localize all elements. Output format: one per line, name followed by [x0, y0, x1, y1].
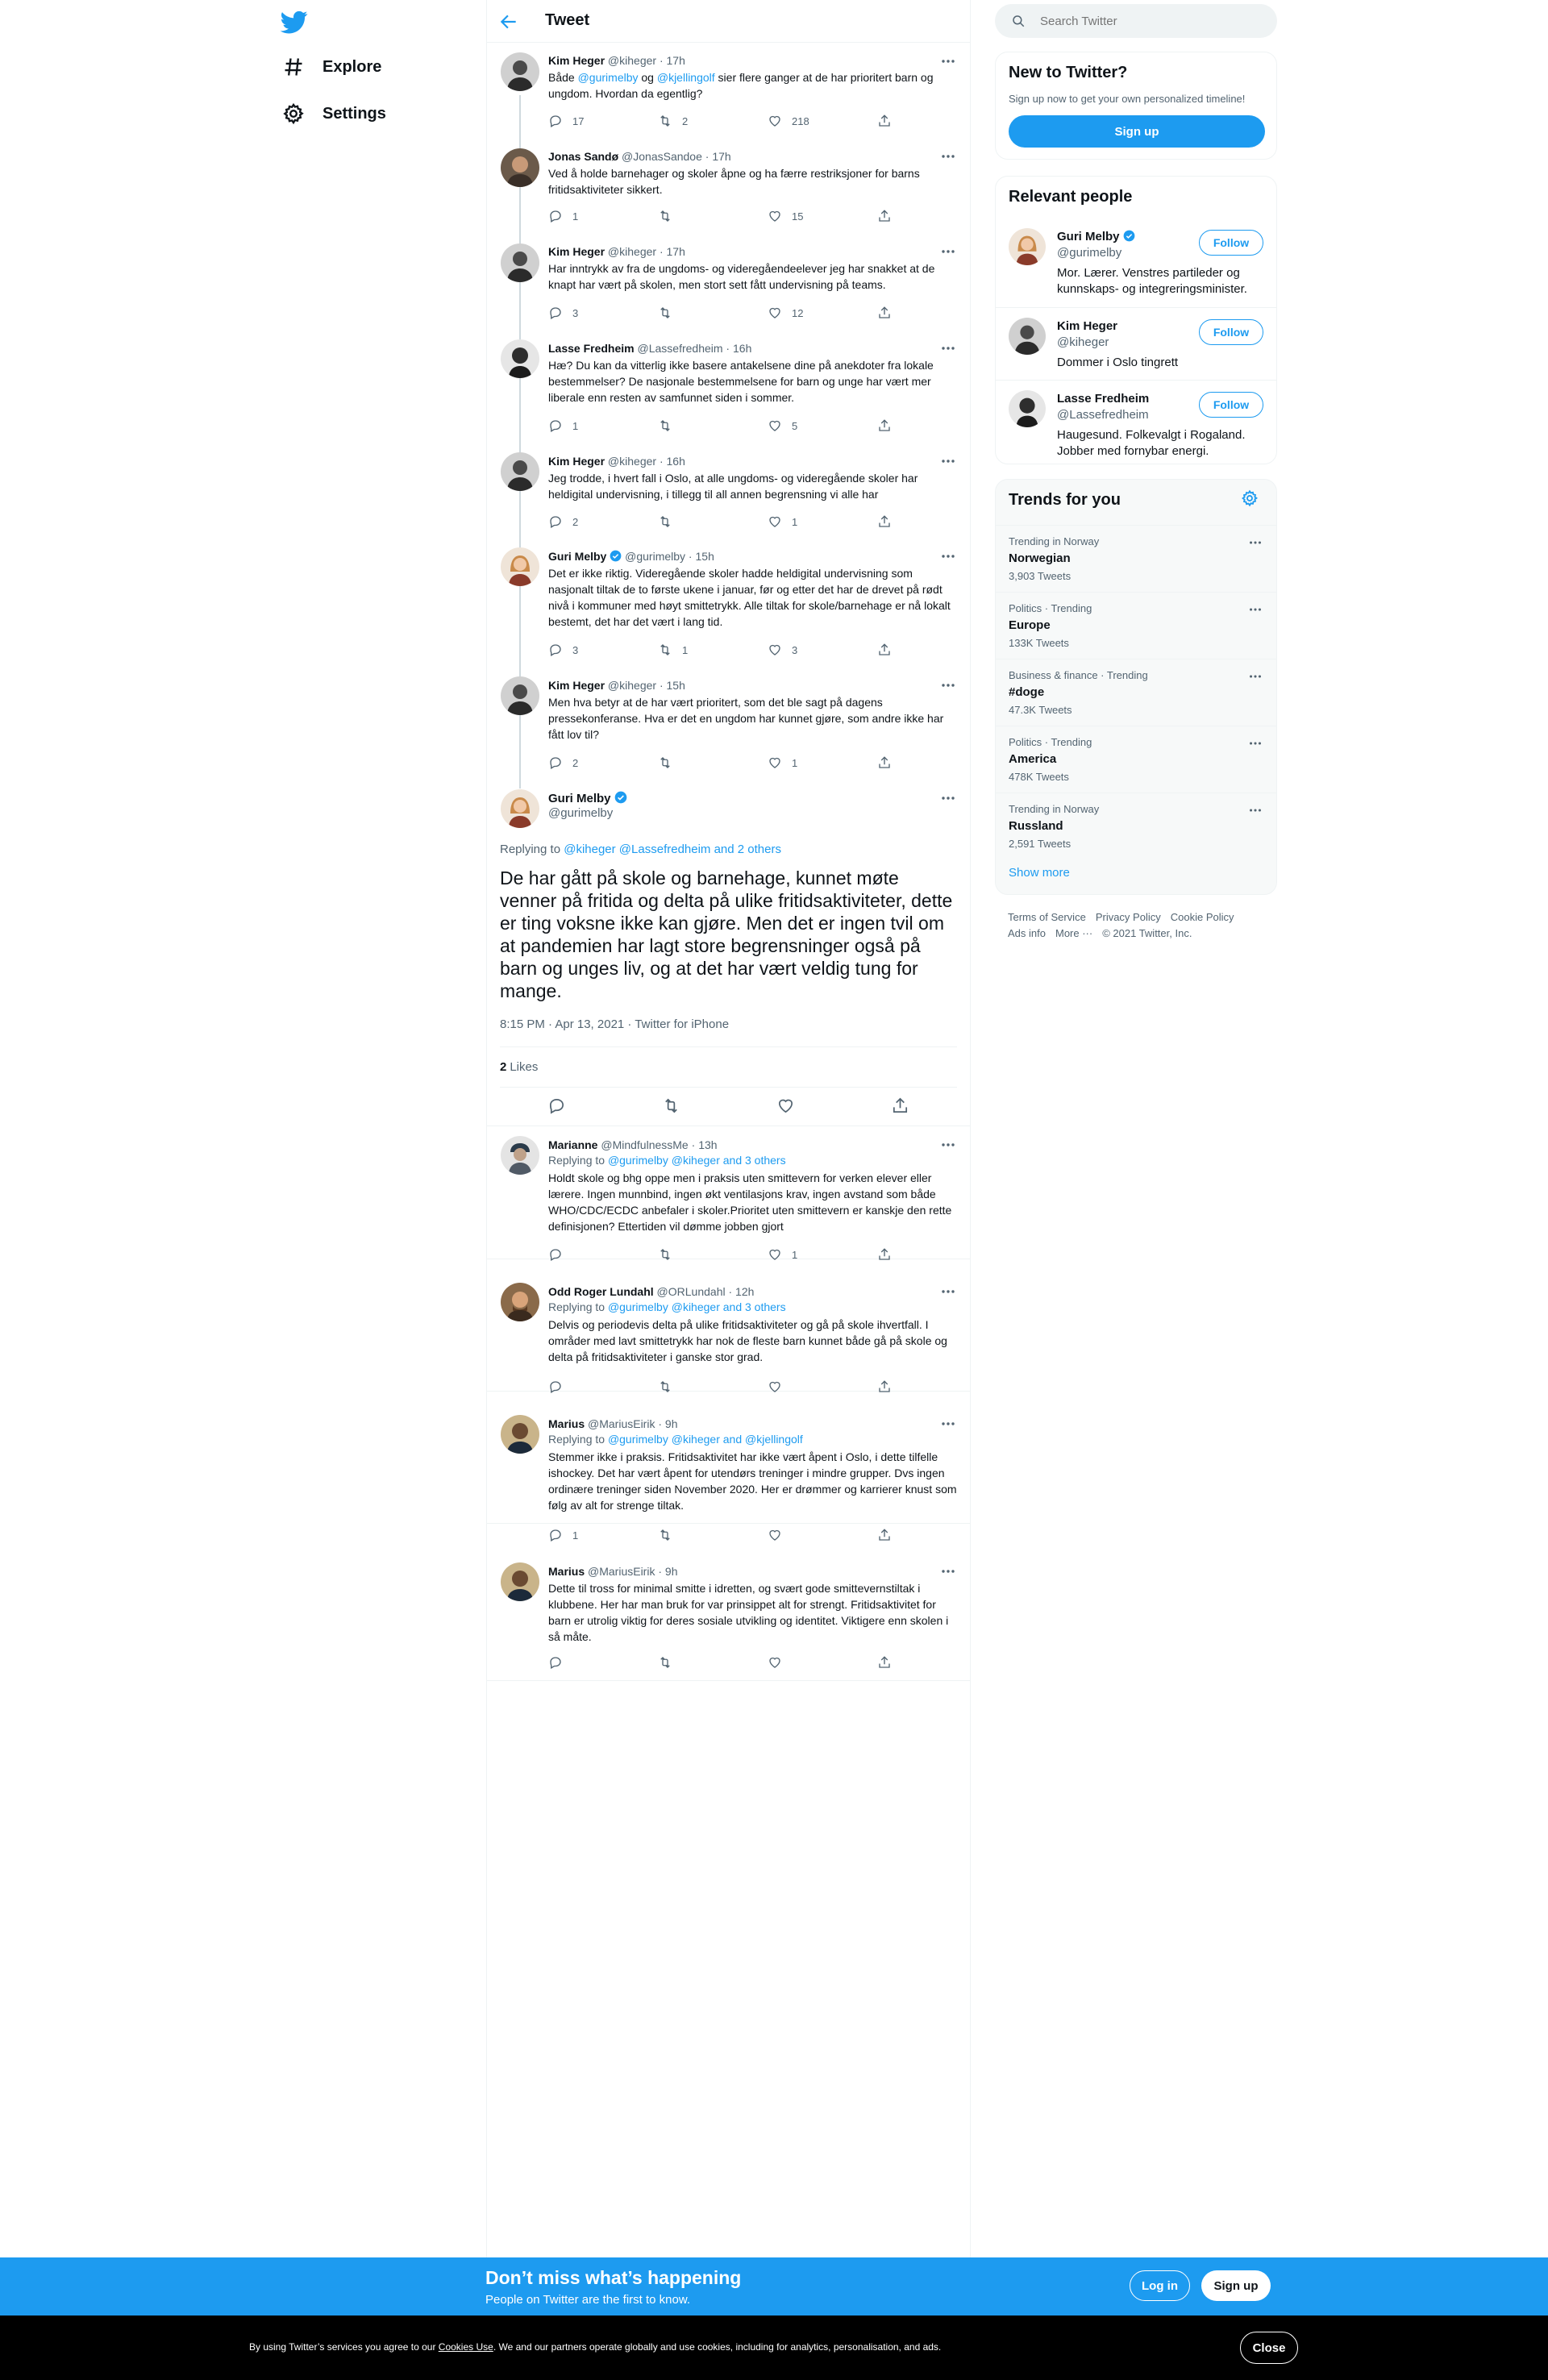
mention-link[interactable]: @gurimelby — [577, 71, 639, 84]
like-action[interactable] — [768, 514, 877, 529]
separator: · — [725, 1285, 736, 1298]
more-icon[interactable] — [1247, 736, 1263, 751]
mention-link[interactable]: @kjellingolf — [656, 71, 715, 84]
retweet-action[interactable] — [658, 306, 768, 320]
like-icon — [768, 755, 782, 770]
tweet-actions — [548, 114, 987, 128]
author-name[interactable]: Marianne — [548, 1138, 598, 1151]
login-button[interactable]: Log in — [1130, 2270, 1190, 2301]
trend-count: 2,591 Tweets — [1009, 838, 1072, 850]
verified-badge-icon — [614, 791, 627, 804]
tweet-text: Jeg trodde, i hvert fall i Oslo, at alle ungdoms- og videregående skoler har heldigital undervisning, i tillegg til all annen begrensning vi alle har — [548, 472, 918, 501]
retweet-count: 1 — [682, 643, 689, 656]
like-count: 5 — [792, 419, 798, 432]
verified-badge-icon — [610, 550, 622, 562]
signup-subtitle: Sign up now to get your own personalized timeline! — [1009, 93, 1246, 105]
like-count: 15 — [792, 210, 804, 223]
like-action[interactable] — [768, 1655, 877, 1670]
follow-button[interactable]: Follow — [1199, 319, 1263, 345]
replying-links[interactable]: @gurimelby @kiheger and @kjellingolf — [607, 1433, 803, 1446]
author-handle[interactable]: @kiheger — [607, 54, 657, 67]
retweet-action[interactable] — [658, 418, 768, 433]
replying-to — [500, 842, 781, 858]
like-icon — [768, 1655, 782, 1670]
trend-name: Norwegian — [1009, 551, 1071, 565]
relevant-people-panel — [995, 176, 1277, 464]
reply-icon — [548, 306, 563, 320]
retweet-icon — [658, 209, 672, 223]
trend-name: Europe — [1009, 618, 1051, 632]
person-card[interactable] — [996, 218, 1276, 308]
avatar[interactable] — [1009, 390, 1046, 427]
trend-count: 47.3K Tweets — [1009, 704, 1072, 716]
reply-icon — [548, 514, 563, 529]
separator: · — [685, 550, 696, 563]
reply-count: 17 — [572, 114, 585, 127]
author-name[interactable]: Kim Heger — [548, 245, 605, 258]
likes-count: 2 — [500, 1060, 507, 1074]
likes-label: Likes — [510, 1060, 539, 1074]
share-icon — [877, 1655, 892, 1670]
like-action[interactable] — [768, 755, 877, 770]
tweet-time[interactable]: 9h — [664, 1565, 678, 1578]
author-handle[interactable]: @kiheger — [607, 245, 657, 258]
avatar[interactable] — [501, 1136, 539, 1175]
share-icon — [877, 755, 892, 770]
reply-count: 3 — [572, 643, 579, 656]
reply-tweet[interactable] — [487, 1259, 970, 1392]
more-icon[interactable] — [1247, 669, 1263, 684]
avatar[interactable] — [501, 339, 539, 378]
verified-badge-icon — [1123, 230, 1135, 242]
reply-count: 3 — [572, 306, 579, 319]
reply-count: 1 — [572, 210, 579, 223]
main-column — [486, 0, 971, 2257]
tweet-text: Har inntrykk av fra de ungdoms- og videregåendeelever jeg har snakket at de knapt har vært på skolen, men stort sett fått undervisning på teams. — [548, 262, 935, 291]
text-part: sier flere ganger at de har prioritert barn og ungdom. Hvordan da egentlig? — [548, 71, 934, 100]
person-name[interactable] — [1057, 230, 1135, 243]
reply-tweet[interactable] — [487, 1540, 970, 1681]
like-count: 1 — [792, 1248, 798, 1261]
more-icon[interactable] — [939, 1284, 957, 1299]
avatar[interactable] — [501, 148, 539, 187]
share-action[interactable] — [877, 1655, 987, 1670]
retweet-icon — [658, 514, 672, 529]
tweet-text: Stemmer ikke i praksis. Fritidsaktivitet har ikke vært åpent i Oslo, i dette tilfelle ishockey. Det har vært åpent for utendørs treninger i mindre grupper. Dvs ingen ordinære treninger siden November 2020. Her er drømmer og karrierer knust som følg av alt for strenge tiltak. — [548, 1450, 957, 1512]
author-name[interactable]: Jonas Sandø — [548, 150, 619, 163]
replying-prefix: Replying to — [548, 1433, 608, 1446]
author-name[interactable]: Guri Melby — [548, 792, 611, 805]
replying-prefix: Replying to — [500, 843, 564, 856]
like-count: 1 — [792, 515, 798, 528]
person-bio: Haugesund. Folkevalgt i Rogaland. Jobber med fornybar energi. — [1057, 428, 1246, 458]
tweet-actions — [548, 418, 987, 433]
like-action[interactable] — [768, 114, 877, 128]
separator: · — [722, 342, 733, 355]
like-icon[interactable] — [776, 1096, 795, 1115]
tweet-time[interactable]: 15h — [695, 550, 714, 563]
tweet-text — [548, 69, 957, 102]
reply-action[interactable] — [548, 306, 658, 320]
trend-item[interactable] — [996, 726, 1276, 793]
trend-name: America — [1009, 752, 1057, 766]
share-action[interactable] — [877, 418, 987, 433]
trend-category: Trending in Norway — [1009, 803, 1100, 815]
person-bio: Dommer i Oslo tingrett — [1057, 356, 1179, 369]
more-icon[interactable] — [1247, 535, 1263, 550]
search-bar[interactable] — [995, 4, 1277, 38]
thread-tweet[interactable] — [487, 235, 970, 330]
trend-count: 133K Tweets — [1009, 637, 1069, 649]
share-action[interactable] — [877, 209, 987, 223]
retweet-action[interactable] — [658, 114, 768, 128]
reply-tweet[interactable] — [487, 1392, 970, 1542]
person-name[interactable]: Kim Heger — [1057, 319, 1118, 333]
signup-button[interactable]: Sign up — [1009, 115, 1265, 148]
like-action[interactable] — [768, 643, 877, 657]
like-count: 1 — [792, 756, 798, 769]
reply-count: 2 — [572, 515, 579, 528]
avatar[interactable] — [501, 52, 539, 91]
replying-links[interactable]: @gurimelby @kiheger and 3 others — [607, 1300, 786, 1313]
cookie-text-part: . We and our partners operate globally and use cookies, including for analytics, personalisation, and ads. — [493, 2341, 942, 2353]
retweet-action[interactable] — [658, 755, 768, 770]
tweet-actions — [548, 514, 987, 529]
tweet-timestamp[interactable]: 8:15 PM · Apr 13, 2021 · Twitter for iPhone — [500, 1017, 730, 1031]
like-icon — [768, 209, 782, 223]
signup-button[interactable]: Sign up — [1201, 2270, 1271, 2301]
focused-tweet-text: De har gått på skole og barnehage, kunnet møte venner på fritida og delta på ulike fritidsaktiviteter, dette er ting voksne ikke kan gjøre. Men det er ingen tvil om at pandemien har lagt store begrensninger også på barn og unges liv, og at det har vært veldig tung for mange. — [500, 868, 953, 1001]
trend-count: 478K Tweets — [1009, 771, 1069, 783]
author-handle[interactable]: @MariusEirik — [588, 1417, 655, 1430]
gear-icon — [282, 102, 305, 125]
separator: · — [656, 245, 667, 258]
replying-links[interactable]: @gurimelby @kiheger and 3 others — [607, 1154, 786, 1167]
tweet-time[interactable]: 15h — [666, 679, 685, 692]
share-icon — [877, 306, 892, 320]
reply-icon — [548, 1655, 563, 1670]
thread-tweet[interactable] — [487, 443, 970, 538]
share-action[interactable] — [877, 114, 987, 128]
trend-category: Business & finance · Trending — [1009, 669, 1148, 681]
share-icon[interactable] — [891, 1096, 909, 1115]
reply-icon — [548, 643, 563, 657]
author-name[interactable]: Kim Heger — [548, 54, 605, 67]
more-icon[interactable] — [939, 678, 957, 693]
person-name-text: Guri Melby — [1057, 230, 1120, 243]
retweet-icon — [658, 755, 672, 770]
tweet-text: Dette til tross for minimal smitte i idretten, og svært gode smittevernstiltak i klubbene. Her har man bruk for var prinsippet alt for strengt. Fritidsaktivitet for barn er utrolig viktig for deres sosiale utvikling og identitet. Viktigere enn skolen i så måte. — [548, 1582, 949, 1643]
signup-promo-bar — [0, 2257, 1548, 2316]
person-bio: Mor. Lærer. Venstres partileder og kunnskaps- og integreringsminister. — [1057, 266, 1247, 296]
tweet-time[interactable]: 16h — [666, 455, 685, 468]
show-more-link[interactable]: Show more — [1009, 866, 1070, 880]
thread-tweet[interactable] — [487, 330, 970, 443]
more-icon[interactable] — [939, 341, 957, 356]
footer-links — [1008, 909, 1266, 942]
reply-icon — [548, 418, 563, 433]
retweet-action[interactable] — [658, 209, 768, 223]
nav-explore[interactable] — [282, 51, 381, 83]
retweet-icon — [658, 418, 672, 433]
page-title: Tweet — [545, 11, 590, 29]
person-name[interactable]: Lasse Fredheim — [1057, 392, 1150, 406]
reply-action[interactable] — [548, 114, 658, 128]
person-handle[interactable]: @gurimelby — [1057, 246, 1122, 260]
focused-tweet-actions — [500, 1096, 957, 1115]
thread-tweet[interactable] — [487, 538, 970, 667]
retweet-icon — [658, 1655, 672, 1670]
share-icon — [877, 418, 892, 433]
avatar[interactable] — [501, 1562, 539, 1601]
thread-tweet[interactable] — [487, 667, 970, 780]
more-icon[interactable] — [1247, 803, 1263, 818]
like-icon — [768, 418, 782, 433]
tweet-time[interactable]: 12h — [735, 1285, 755, 1298]
promo-title: Don’t miss what’s happening — [485, 2267, 742, 2288]
tweet-text: Hæ? Du kan da vitterlig ikke basere antakelsene dine på anekdoter fra lokale bestemmelser? De nasjonale bestemmelsene for barn og unge har vært mer liberale enn resten av samfunnet siden i sommer. — [548, 359, 934, 404]
author-handle[interactable]: @MariusEirik — [588, 1565, 655, 1578]
author-name[interactable]: Marius — [548, 1417, 585, 1430]
more-icon[interactable] — [939, 454, 957, 468]
tweet-actions — [548, 209, 987, 223]
reply-icon — [548, 209, 563, 223]
like-count: 218 — [792, 114, 809, 127]
reply-action[interactable] — [548, 514, 658, 529]
like-icon — [768, 114, 782, 128]
separator: · — [656, 679, 667, 692]
cookie-text-part: By using Twitter’s services you agree to our — [249, 2341, 439, 2353]
author-name[interactable]: Kim Heger — [548, 679, 605, 692]
avatar[interactable] — [1009, 318, 1046, 355]
share-action[interactable] — [877, 643, 987, 657]
trend-item[interactable] — [996, 793, 1276, 859]
search-input[interactable] — [1040, 15, 1258, 28]
tweet-time[interactable]: 17h — [666, 54, 685, 67]
retweet-action[interactable] — [658, 643, 768, 657]
cookies-use-link[interactable]: Cookies Use — [438, 2341, 493, 2353]
reply-action[interactable] — [548, 209, 658, 223]
tweet-time[interactable]: 17h — [666, 245, 685, 258]
nav-settings[interactable] — [282, 98, 386, 130]
trend-item[interactable] — [996, 592, 1276, 659]
follow-button[interactable]: Follow — [1199, 392, 1263, 418]
trend-item[interactable] — [996, 659, 1276, 726]
reply-count: 1 — [572, 1529, 579, 1542]
avatar[interactable] — [501, 243, 539, 282]
tweet-time[interactable]: 13h — [698, 1138, 718, 1151]
tweet-actions — [548, 755, 987, 770]
author-name[interactable]: Guri Melby — [548, 550, 607, 563]
author-name[interactable]: Marius — [548, 1565, 585, 1578]
person-handle[interactable]: @Lassefredheim — [1057, 408, 1149, 422]
share-icon — [877, 514, 892, 529]
avatar[interactable] — [501, 452, 539, 491]
replying-prefix: Replying to — [548, 1154, 608, 1167]
share-action[interactable] — [877, 514, 987, 529]
share-action[interactable] — [877, 306, 987, 320]
replying-links[interactable]: @kiheger @Lassefredheim and 2 others — [564, 843, 781, 856]
promo-subtitle: People on Twitter are the first to know. — [485, 2293, 691, 2307]
avatar[interactable] — [501, 1283, 539, 1321]
trend-item[interactable] — [996, 525, 1276, 592]
like-icon — [768, 643, 782, 657]
tweet-time[interactable]: 9h — [664, 1417, 678, 1430]
nav-settings-label: Settings — [322, 104, 386, 123]
thread-tweet[interactable] — [487, 139, 970, 235]
separator: · — [655, 1417, 665, 1430]
person-card[interactable] — [996, 308, 1276, 381]
share-icon — [877, 209, 892, 223]
separator: · — [688, 1138, 699, 1151]
author-name[interactable]: Kim Heger — [548, 455, 605, 468]
trend-count: 3,903 Tweets — [1009, 570, 1072, 582]
more-icon[interactable] — [1247, 602, 1263, 617]
author-handle[interactable]: @gurimelby — [548, 806, 614, 820]
cookie-policy-link[interactable]: Cookie Policy — [1170, 911, 1234, 923]
reply-icon — [548, 755, 563, 770]
gear-icon[interactable] — [1241, 489, 1259, 507]
reply-tweet[interactable] — [487, 1126, 970, 1259]
tweet-actions — [548, 1655, 987, 1670]
search-icon — [1011, 14, 1026, 28]
share-action[interactable] — [877, 755, 987, 770]
close-button[interactable]: Close — [1240, 2332, 1298, 2364]
reply-action[interactable] — [548, 418, 658, 433]
privacy-link[interactable]: Privacy Policy — [1095, 911, 1161, 923]
cookie-banner — [0, 2316, 1548, 2380]
panel-title: Relevant people — [1009, 188, 1133, 206]
author-handle[interactable]: @gurimelby — [625, 550, 686, 563]
more-icon[interactable] — [939, 1564, 957, 1579]
hashtag-icon — [282, 56, 305, 78]
nav-explore-label: Explore — [322, 57, 382, 76]
reply-count: 2 — [572, 756, 579, 769]
retweet-icon — [658, 306, 672, 320]
more-icon[interactable] — [939, 1138, 957, 1152]
author-handle[interactable]: @MindfulnessMe — [601, 1138, 689, 1151]
ads-info-link[interactable]: Ads info — [1008, 927, 1046, 939]
more-icon[interactable] — [939, 244, 957, 259]
likes-row[interactable] — [500, 1046, 957, 1088]
separator: · — [655, 1565, 665, 1578]
more-icon[interactable] — [939, 549, 957, 564]
replying-to — [548, 1152, 957, 1168]
trend-category: Politics · Trending — [1009, 736, 1092, 748]
author-handle[interactable]: @Lassefredheim — [637, 342, 723, 355]
tweet-actions — [548, 306, 987, 320]
person-card[interactable] — [996, 381, 1276, 464]
tweet-actions — [548, 643, 987, 657]
reply-action[interactable] — [548, 755, 658, 770]
avatar[interactable] — [501, 676, 539, 715]
share-icon — [877, 114, 892, 128]
retweet-action[interactable] — [658, 514, 768, 529]
twitter-logo-icon[interactable] — [281, 8, 308, 35]
author-handle[interactable]: @JonasSandoe — [622, 150, 702, 163]
like-action[interactable] — [768, 418, 877, 433]
share-icon — [877, 643, 892, 657]
separator: · — [656, 455, 667, 468]
tweet-time[interactable]: 17h — [712, 150, 731, 163]
author-name[interactable]: Lasse Fredheim — [548, 342, 635, 355]
reply-icon[interactable] — [547, 1096, 566, 1115]
tweet-time[interactable]: 16h — [733, 342, 752, 355]
tweet-text: Holdt skole og bhg oppe men i praksis uten smittevern for verken elever eller lærere. Ingen munnbind, ingen økt ventilasjons krav, ingen avstand som både WHO/CDC/ECDC anbefaler i skoler.Prioritet uten smittevern er kanskje den rette definisjonen? Ettertiden vil dømme jobben gjort — [548, 1171, 952, 1233]
more-icon[interactable] — [939, 1417, 957, 1431]
trend-name: #doge — [1009, 685, 1045, 699]
replying-prefix: Replying to — [548, 1300, 608, 1313]
more-icon[interactable] — [939, 791, 957, 805]
more-icon[interactable] — [939, 54, 957, 69]
terms-link[interactable]: Terms of Service — [1008, 911, 1086, 923]
like-count: 12 — [792, 306, 804, 319]
panel-title: Trends for you — [1009, 491, 1121, 509]
trend-category: Politics · Trending — [1009, 602, 1092, 614]
cookie-text — [249, 2341, 941, 2353]
more-link[interactable]: More ··· — [1055, 927, 1093, 939]
separator: · — [656, 54, 667, 67]
avatar[interactable] — [1009, 228, 1046, 265]
separator: · — [701, 150, 713, 163]
avatar[interactable] — [501, 547, 539, 586]
tweet-text: Det er ikke riktig. Videregående skoler hadde heldigital undervisning som nasjonalt tiltak de to første ukene i januar, før og etter det har de drevet på rødt nivå i kommuner med høyt smittetrykk. Alle tiltak for skole/barnehage er nå lokalt bestemt, det har det vært i lang tid. — [548, 567, 951, 628]
follow-button[interactable]: Follow — [1199, 230, 1263, 256]
author-handle[interactable]: @kiheger — [607, 679, 657, 692]
person-handle[interactable]: @kiheger — [1057, 335, 1109, 349]
copyright: © 2021 Twitter, Inc. — [1102, 927, 1192, 939]
reply-count: 1 — [572, 419, 579, 432]
thread-tweet[interactable] — [487, 44, 970, 139]
panel-title: New to Twitter? — [1009, 64, 1128, 81]
like-action[interactable] — [768, 209, 877, 223]
back-arrow-icon[interactable] — [498, 11, 519, 32]
main-header — [487, 0, 970, 43]
like-icon — [768, 514, 782, 529]
avatar[interactable] — [501, 1415, 539, 1454]
replying-to — [548, 1299, 957, 1315]
trends-panel — [995, 479, 1277, 895]
reply-icon — [548, 114, 563, 128]
retweet-icon — [658, 114, 672, 128]
tweet-text: Ved å holde barnehager og skoler åpne og ha færre restriksjoner for barns fritidsaktiviteter sikkert. — [548, 167, 920, 196]
trend-category: Trending in Norway — [1009, 535, 1100, 547]
text-part: og — [638, 71, 657, 84]
reply-action[interactable] — [548, 1655, 658, 1670]
tweet-text: Men hva betyr at de har vært prioritert, som det ble sagt på dagens pressekonferanse. Hva er det en ungdom har kunnet gjøre, som andre ikke har fått lov til? — [548, 696, 944, 741]
author-name[interactable]: Odd Roger Lundahl — [548, 1285, 654, 1298]
trend-name: Russland — [1009, 819, 1063, 833]
reply-action[interactable] — [548, 643, 658, 657]
retweet-icon — [658, 643, 672, 657]
author-handle[interactable]: @kiheger — [607, 455, 657, 468]
like-icon — [768, 306, 782, 320]
more-icon[interactable] — [939, 149, 957, 164]
text-part: Både — [548, 71, 578, 84]
retweet-action[interactable] — [658, 1655, 768, 1670]
retweet-count: 2 — [682, 114, 689, 127]
focused-tweet — [487, 780, 970, 1126]
author-handle[interactable]: @ORLundahl — [656, 1285, 726, 1298]
new-to-twitter-panel — [995, 52, 1277, 160]
avatar[interactable] — [501, 789, 539, 828]
retweet-icon[interactable] — [662, 1096, 680, 1115]
like-count: 3 — [792, 643, 798, 656]
replying-to — [548, 1431, 957, 1447]
tweet-text: Delvis og periodevis delta på ulike fritidsaktiviteter og gå på skole ihvertfall. I områder med lavt smittetrykk har nok de fleste barn kunnet både gå på skole og delta på fritidsaktiviteter i ganske stor grad. — [548, 1318, 947, 1363]
like-action[interactable] — [768, 306, 877, 320]
